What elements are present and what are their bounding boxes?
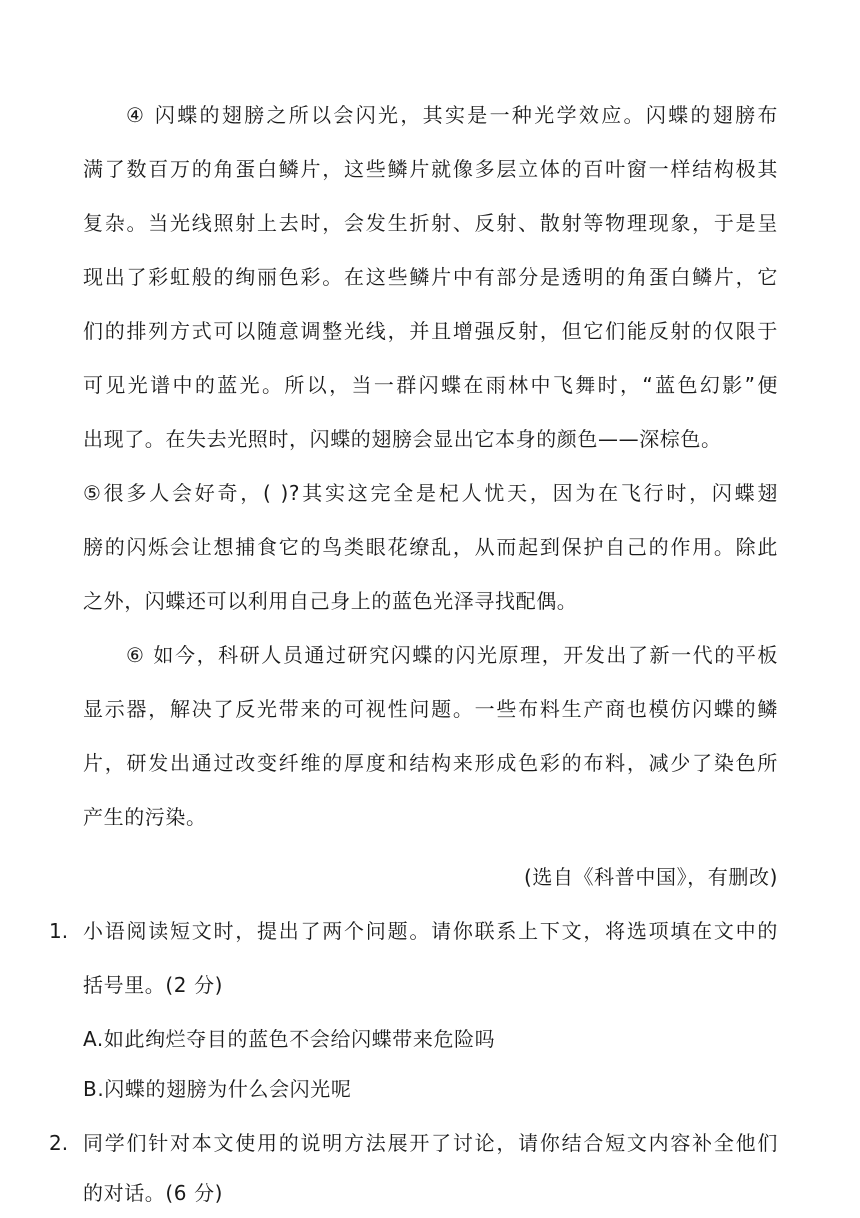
paragraph-line: 现出了彩虹般的绚丽色彩。在这些鳞片中有部分是透明的角蛋白鳞片，它 bbox=[83, 265, 778, 289]
paragraph-line: 显示器，解决了反光带来的可视性问题。一些布料生产商也模仿闪蝶的鳞 bbox=[83, 697, 778, 721]
paragraph-line: ⑤很多人会好奇，( )?其实这完全是杞人忧天，因为在飞行时，闪蝶翅 bbox=[83, 481, 778, 505]
question-number: 2. bbox=[49, 1131, 69, 1155]
paragraph-line: 片，研发出通过改变纤维的厚度和结构来形成色彩的布料，减少了染色所 bbox=[83, 751, 778, 775]
paragraph-line: 们的排列方式可以随意调整光线，并且增强反射，但它们能反射的仅限于 bbox=[83, 319, 778, 343]
source-attribution: (选自《科普中国》，有删改) bbox=[523, 865, 778, 889]
question-text-line: 的对话。(6 分) bbox=[83, 1181, 224, 1205]
question-number: 1. bbox=[49, 919, 69, 943]
paragraph-line: 可见光谱中的蓝光。所以，当一群闪蝶在雨林中飞舞时，“蓝色幻影”便 bbox=[83, 373, 779, 397]
paragraph-line: ⑥ 如今，科研人员通过研究闪蝶的闪光原理，开发出了新一代的平板 bbox=[126, 643, 778, 667]
paragraph-line: 复杂。当光线照射上去时，会发生折射、反射、散射等物理现象，于是呈 bbox=[83, 211, 778, 235]
question-text-line: 括号里。(2 分) bbox=[83, 973, 224, 997]
paragraph-line: 出现了。在失去光照时，闪蝶的翅膀会显出它本身的颜色——深棕色。 bbox=[83, 427, 722, 451]
question-text-line: 小语阅读短文时，提出了两个问题。请你联系上下文，将选项填在文中的 bbox=[83, 919, 778, 943]
option-a: A.如此绚烂夺目的蓝色不会给闪蝶带来危险吗 bbox=[83, 1027, 496, 1051]
paragraph-line: 之外，闪蝶还可以利用自己身上的蓝色光泽寻找配偶。 bbox=[83, 589, 578, 613]
paragraph-line: 满了数百万的角蛋白鳞片，这些鳞片就像多层立体的百叶窗一样结构极其 bbox=[83, 157, 778, 181]
paragraph-line: 膀的闪烁会让想捕食它的鸟类眼花缭乱，从而起到保护自己的作用。除此 bbox=[83, 535, 778, 559]
paragraph-line: ④ 闪蝶的翅膀之所以会闪光，其实是一种光学效应。闪蝶的翅膀布 bbox=[126, 103, 778, 127]
question-text-line: 同学们针对本文使用的说明方法展开了讨论，请你结合短文内容补全他们 bbox=[83, 1131, 778, 1155]
option-b: B.闪蝶的翅膀为什么会闪光呢 bbox=[83, 1077, 352, 1101]
paragraph-line: 产生的污染。 bbox=[83, 805, 207, 829]
